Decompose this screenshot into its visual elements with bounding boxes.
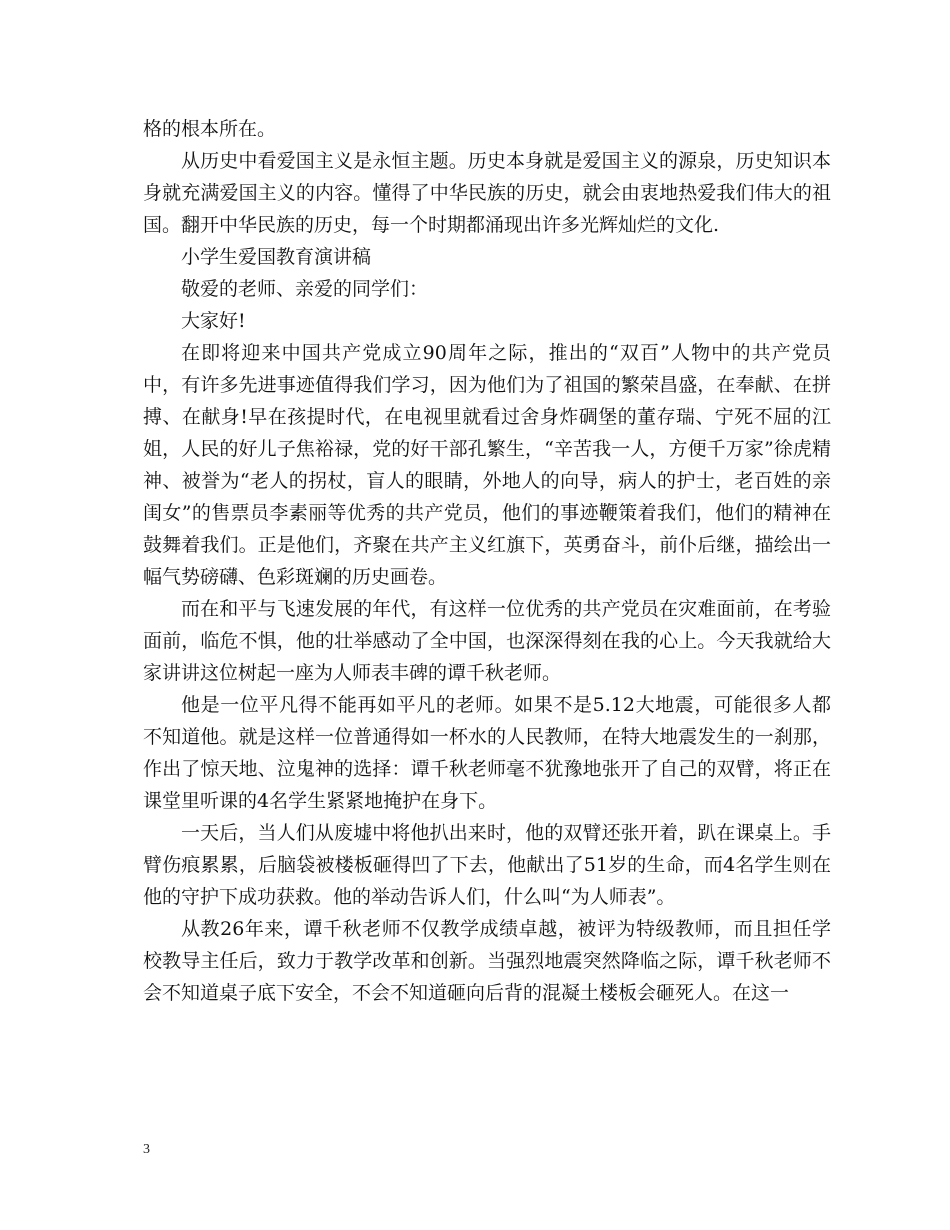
- paragraph-10: 从教26年来，谭千秋老师不仅教学成绩卓越，被评为特级教师，而且担任学校教导主任后，致力于教学改革和创新。当强烈地震突然降临之际，谭千秋老师不会不知道桌子底下安全，不会不知道砸向后背的混凝土楼板会砸死人。在这一: [143, 918, 831, 1004]
- paragraph-7: 而在和平与飞速发展的年代，有这样一位优秀的共产党员在灾难面前，在考验面前，临危不惧，他的壮举感动了全中国，也深深得刻在我的心上。今天我就给大家讲讲这位树起一座为人师表丰碑的谭千秋老师。: [143, 598, 831, 684]
- paragraph-8: 他是一位平凡得不能再如平凡的老师。如果不是5.12大地震，可能很多人都不知道他。就是这样一位普通得如一杯水的人民教师，在特大地震发生的一刹那，作出了惊天地、泣鬼神的选择：谭千秋老师毫不犹豫地张开了自己的双臂，将正在课堂里听课的4名学生紧紧地掩护在身下。: [143, 694, 831, 812]
- document-body: [143, 113, 831, 1009]
- paragraph-1: 格的根本所在。: [143, 118, 277, 140]
- paragraph-9: 一天后，当人们从废墟中将他扒出来时，他的双臂还张开着，趴在课桌上。手臂伤痕累累，后脑袋被楼板砸得凹了下去，他献出了51岁的生命，而4名学生则在他的守护下成功获救。他的举动告诉人们，什么叫“为人师表”。: [143, 822, 831, 908]
- salutation: 敬爱的老师、亲爱的同学们：: [181, 278, 429, 300]
- page-number: 3: [143, 1142, 150, 1157]
- paragraph-2: 从历史中看爱国主义是永恒主题。历史本身就是爱国主义的源泉，历史知识本身就充满爱国主义的内容。懂得了中华民族的历史，就会由衷地热爱我们伟大的祖国。翻开中华民族的历史，每一个时期都涌现出许多光辉灿烂的文化.: [143, 150, 831, 236]
- paragraph-6: 在即将迎来中国共产党成立90周年之际，推出的“双百”人物中的共产党员中，有许多先进事迹值得我们学习，因为他们为了祖国的繁荣昌盛，在奉献、在拼搏、在献身!早在孩提时代，在电视里就看过舍身炸碉堡的董存瑞、宁死不屈的江姐，人民的好儿子焦裕禄，党的好干部孔繁生，“辛苦我一人，方便千万家”徐虎精神、被誉为“老人的拐杖，盲人的眼睛，外地人的向导，病人的护士，老百姓的亲闺女”的售票员李素丽等优秀的共产党员，他们的事迹鞭策着我们，他们的精神在鼓舞着我们。正是他们，齐聚在共产主义红旗下，英勇奋斗，前仆后继，描绘出一幅气势磅礴、色彩斑斓的历史画卷。: [143, 342, 831, 588]
- speech-title: 小学生爱国教育演讲稿: [181, 246, 372, 268]
- greeting: 大家好!: [181, 310, 246, 332]
